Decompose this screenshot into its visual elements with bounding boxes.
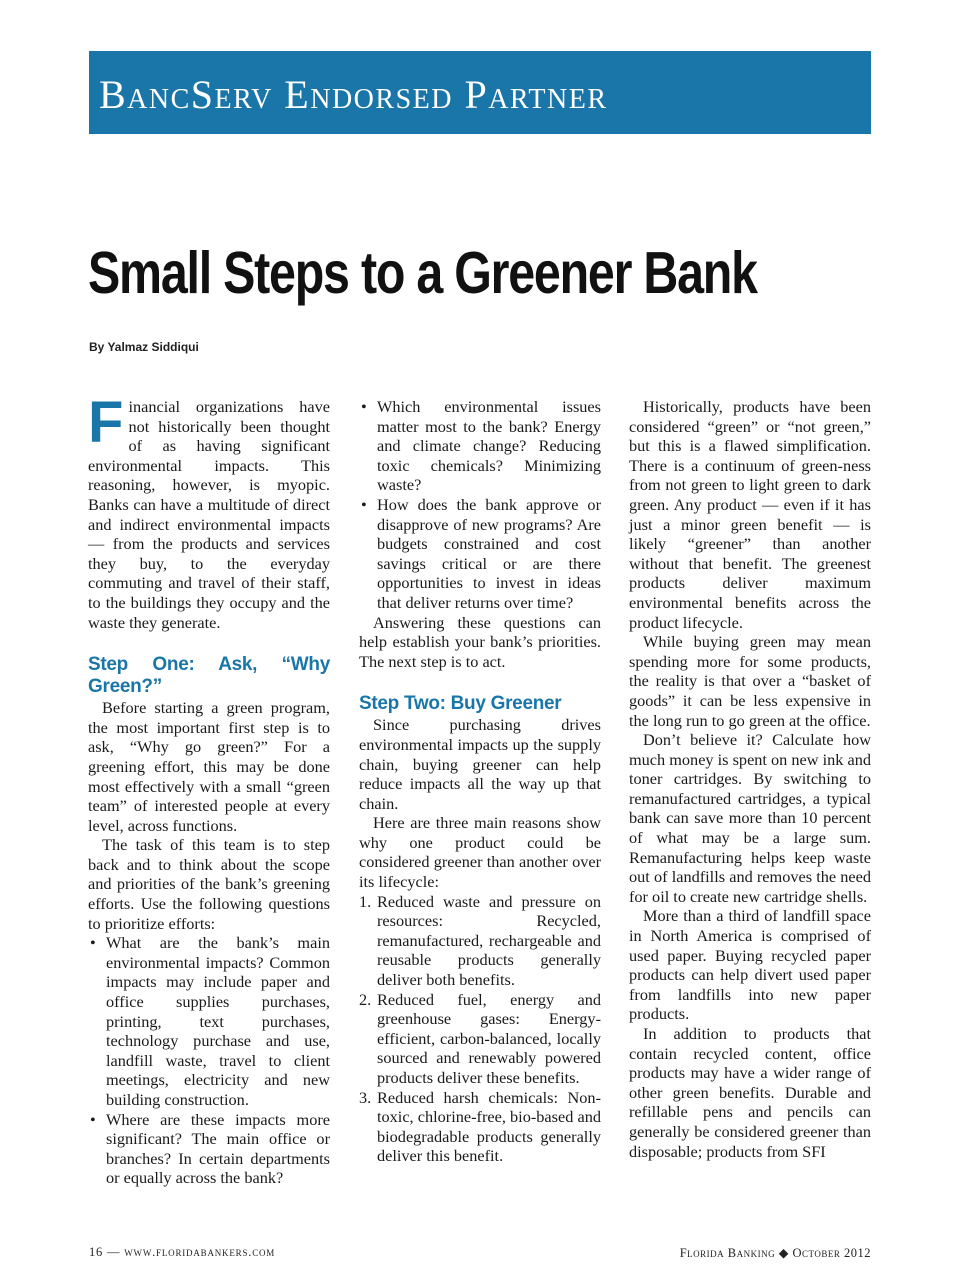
footer-page-url: 16 — www.floridabankers.com: [89, 1245, 276, 1259]
list-item: [359, 990, 601, 1088]
list-number: 1.: [359, 891, 372, 911]
list-number: 3.: [359, 1087, 372, 1107]
list-item: • Which environmental issues matter most to the bank? Energy and climate change? Reducing toxic chemicals? Minimizing waste?: [359, 397, 601, 495]
footer-publication: Florida Banking ◆ October 2012: [679, 1246, 871, 1260]
column-1: [88, 390, 330, 1188]
drop-cap: F: [88, 390, 124, 455]
question-list: [359, 397, 601, 613]
paragraph: Answering these questions can help establish your bank’s priorities. The next step is to act.: [359, 612, 601, 671]
list-number: 2.: [359, 989, 372, 1009]
list-text: Reduced fuel, energy and greenhouse gases: Energy-efficient, carbon-balanced, locally sourced and renewably powered products deliver these benefits.: [377, 989, 601, 1087]
list-text: Reduced harsh chemicals: Non-toxic, chlorine-free, bio-based and biodegradable products generally deliver this benefit.: [377, 1087, 601, 1166]
article-title: Small Steps to a Greener Bank: [88, 240, 757, 306]
list-item: • How does the bank approve or disapprove of new programs? Are budgets constrained and cost savings critical or are there opportunities to invest in ideas that deliver returns over time?: [359, 495, 601, 613]
paragraph: While buying green may mean spending more for some products, the reality is that over a “basket of goods” it can be less expensive in the long run to go green at the office.: [629, 632, 871, 730]
article-byline: By Yalmaz Siddiqui: [89, 340, 199, 354]
paragraph: The task of this team is to step back and to think about the scope and priorities of the bank’s greening efforts. Use the following questions to prioritize efforts:: [88, 835, 330, 933]
paragraph: Don’t believe it? Calculate how much money is spent on new ink and toner cartridges. By switching to remanufactured cartridges, a typical bank can save more than 10 percent of what may be a large sum. Remanufacturing helps keep waste out of landfills and removes the need for oil to create new cartridge shells.: [629, 730, 871, 906]
list-item: [359, 1088, 601, 1166]
section-banner: [89, 51, 871, 134]
list-item: • Where are these impacts more significant? The main office or branches? In certain departments or equally across the bank?: [88, 1110, 330, 1188]
list-text: Reduced waste and pressure on resources: Recycled, remanufactured, rechargeable and reusable products generally deliver both benefits.: [377, 891, 601, 990]
question-list: [88, 933, 330, 1188]
paragraph: Here are three main reasons show why one product could be considered greener than another over its lifecycle:: [359, 813, 601, 892]
step-two-heading: Step Two: Buy Greener: [359, 693, 562, 715]
paragraph: Before starting a green program, the most important first step is to ask, “Why go green?” For a greening effort, this may be done most effectively with a small “green team” of interested people at every level, across functions.: [88, 698, 330, 835]
column-2: [359, 397, 601, 1166]
paragraph: In addition to products that contain recycled content, office products may have a wider range of other green benefits. Durable and refillable pens and pencils can generally be considered greener than disposable; products from SFI: [629, 1024, 871, 1161]
intro-text: inancial organizations have not historically been thought of as having significant environmental impacts. This reasoning, however, is myopic. Banks can have a multitude of direct and indirect environmental impacts — from the products and services they buy, to the everyday commuting and travel of their staff, to the buildings they occupy and the waste they generate.: [88, 397, 330, 632]
reasons-list: [359, 892, 601, 1166]
intro-paragraph: [88, 390, 330, 632]
banner-title: BancServ Endorsed Partner: [99, 72, 608, 117]
paragraph: Since purchasing drives environmental impacts up the supply chain, buying greener can help reduce impacts all the way up that chain.: [359, 715, 601, 813]
list-item: [359, 892, 601, 990]
list-item: • What are the bank’s main environmental impacts? Common impacts may include paper and office supplies purchases, printing, text purchases, technology purchase and use, landfill waste, travel to client meetings, electricity and new building construction.: [88, 933, 330, 1109]
column-3: [629, 397, 871, 1161]
paragraph: More than a third of landfill space in North America is comprised of used paper. Buying recycled paper products can help divert used paper from landfills into new paper products.: [629, 906, 871, 1024]
paragraph: Historically, products have been considered “green” or “not green,” but this is a flawed simplification. There is a continuum of green-ness from not green to light green to dark green. Any product — even if it has just a minor green benefit — is likely “greener” than another without that benefit. The greenest products deliver maximum environmental benefits across the product lifecycle.: [629, 397, 871, 632]
step-one-heading: Step One: Ask, “Why Green?”: [88, 654, 330, 698]
